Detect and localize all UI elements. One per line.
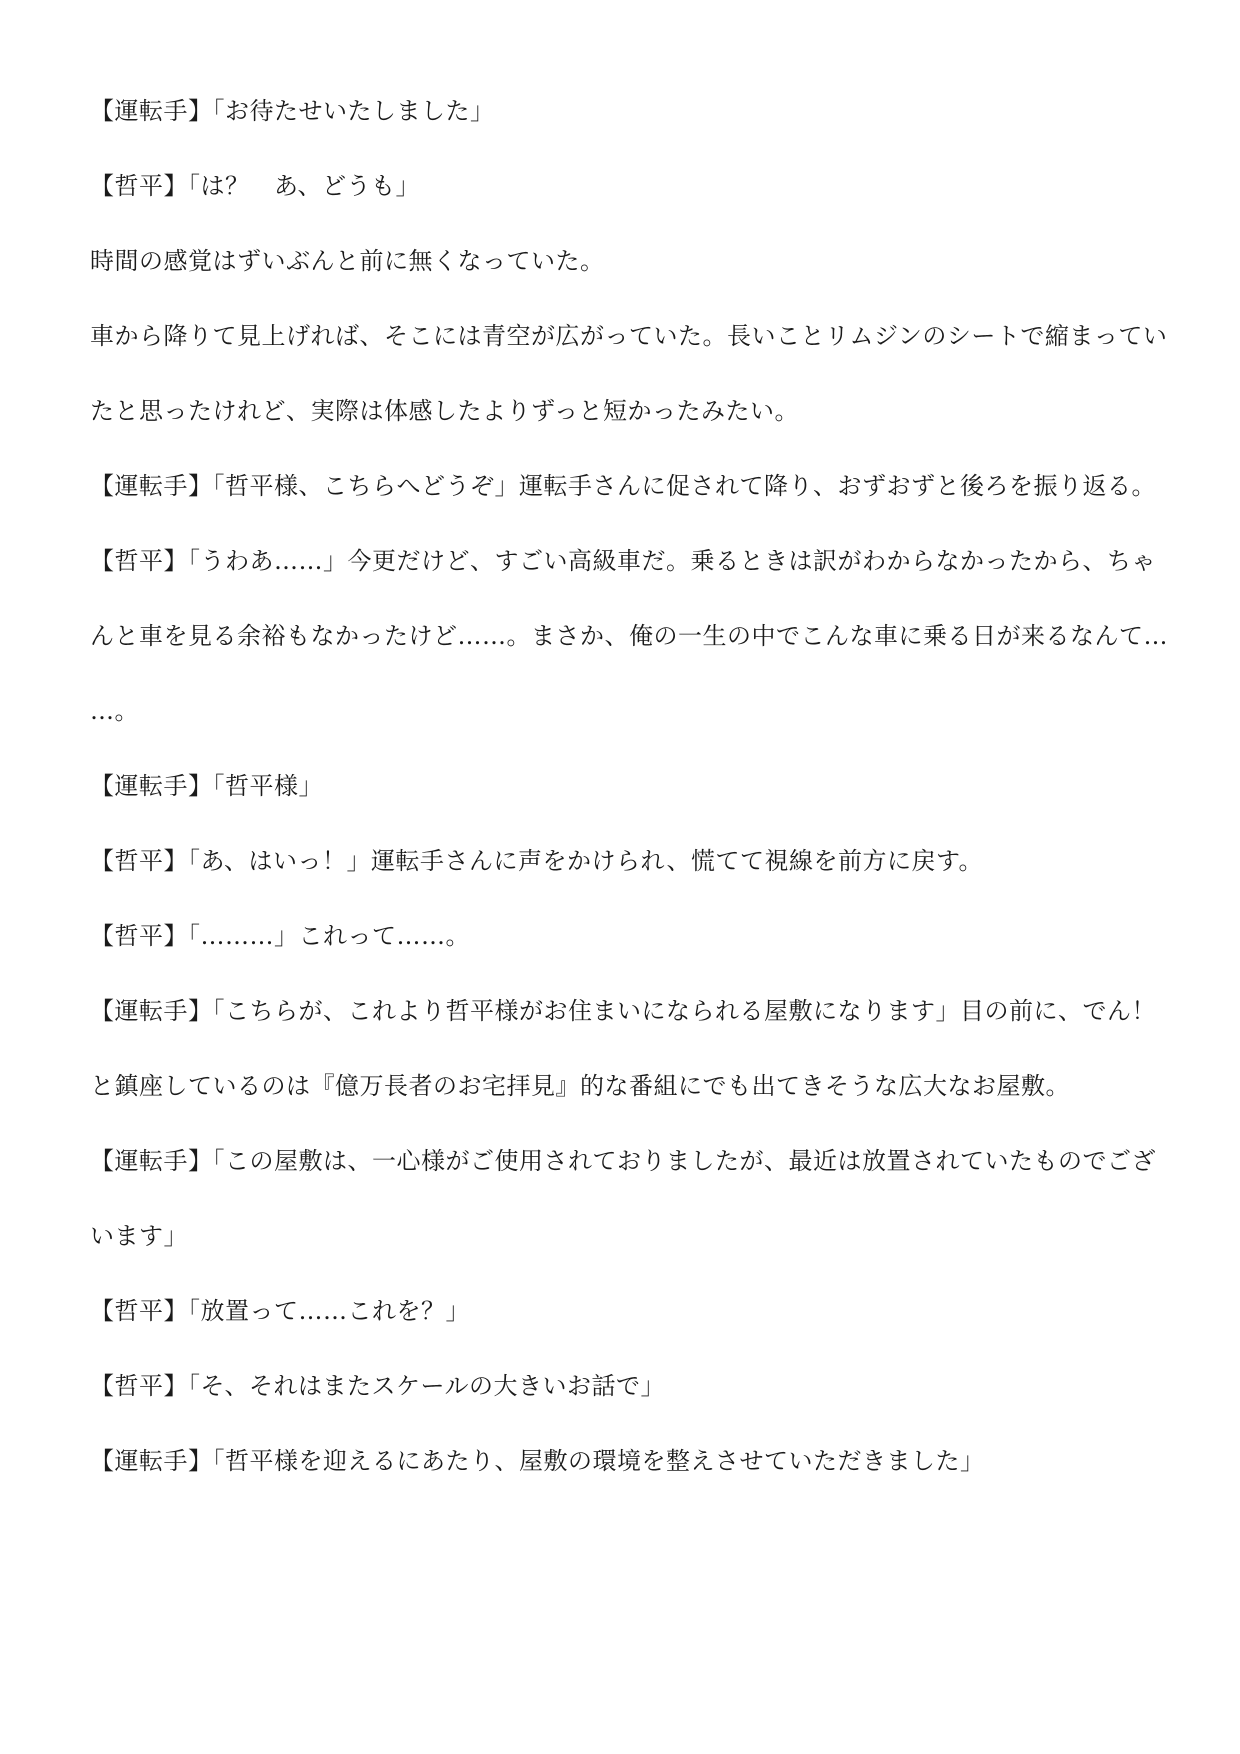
text-line: と鎮座しているのは『億万長者のお宅拝見』的な番組にでも出てきそうな広大なお屋敷。	[90, 1072, 1070, 1100]
text-line: 【哲平】「………」これって……。	[90, 922, 470, 950]
text-line: 【運転手】「この屋敷は、一心様がご使用されておりましたが、最近は放置されていたものでござ	[90, 1147, 1156, 1175]
text-line: 【運転手】「哲平様を迎えるにあたり、屋敷の環境を整えさせていただきました」	[90, 1447, 985, 1475]
text-line: 【運転手】「お待たせいたしました」	[90, 97, 495, 125]
text-line: 【運転手】「哲平様、こちらへどうぞ」運転手さんに促されて降り、おずおずと後ろを振り返る。	[90, 472, 1156, 500]
text-line: 【哲平】「あ、はいっ！」運転手さんに声をかけられ、慌てて視線を前方に戻す。	[90, 847, 984, 875]
text-line: 【哲平】「は？ あ、どうも」	[90, 172, 421, 200]
text-line: 車から降りて見上げれば、そこには青空が広がっていた。長いことリムジンのシートで縮まってい	[90, 322, 1168, 350]
text-line: …。	[90, 697, 139, 725]
text-line: たと思ったけれど、実際は体感したよりずっと短かったみたい。	[90, 397, 800, 425]
text-body	[90, 74, 1180, 1499]
text-line: 【哲平】「放置って……これを？」	[90, 1297, 470, 1325]
text-line: 【哲平】「うわあ……」今更だけど、すごい高級車だ。乗るときは訳がわからなかったから、ちゃ	[90, 547, 1156, 575]
text-line: 【哲平】「そ、それはまたスケールの大きいお話で」	[90, 1372, 666, 1400]
text-line: 【運転手】「哲平様」	[90, 772, 323, 800]
text-line: 【運転手】「こちらが、これより哲平様がお住まいになられる屋敷になります」目の前に、でん！	[90, 997, 1156, 1025]
text-line: 時間の感覚はずいぶんと前に無くなっていた。	[90, 247, 605, 275]
text-line: います」	[90, 1222, 188, 1250]
text-line: んと車を見る余裕もなかったけど……。まさか、俺の一生の中でこんな車に乗る日が来るなんて…	[90, 622, 1168, 650]
